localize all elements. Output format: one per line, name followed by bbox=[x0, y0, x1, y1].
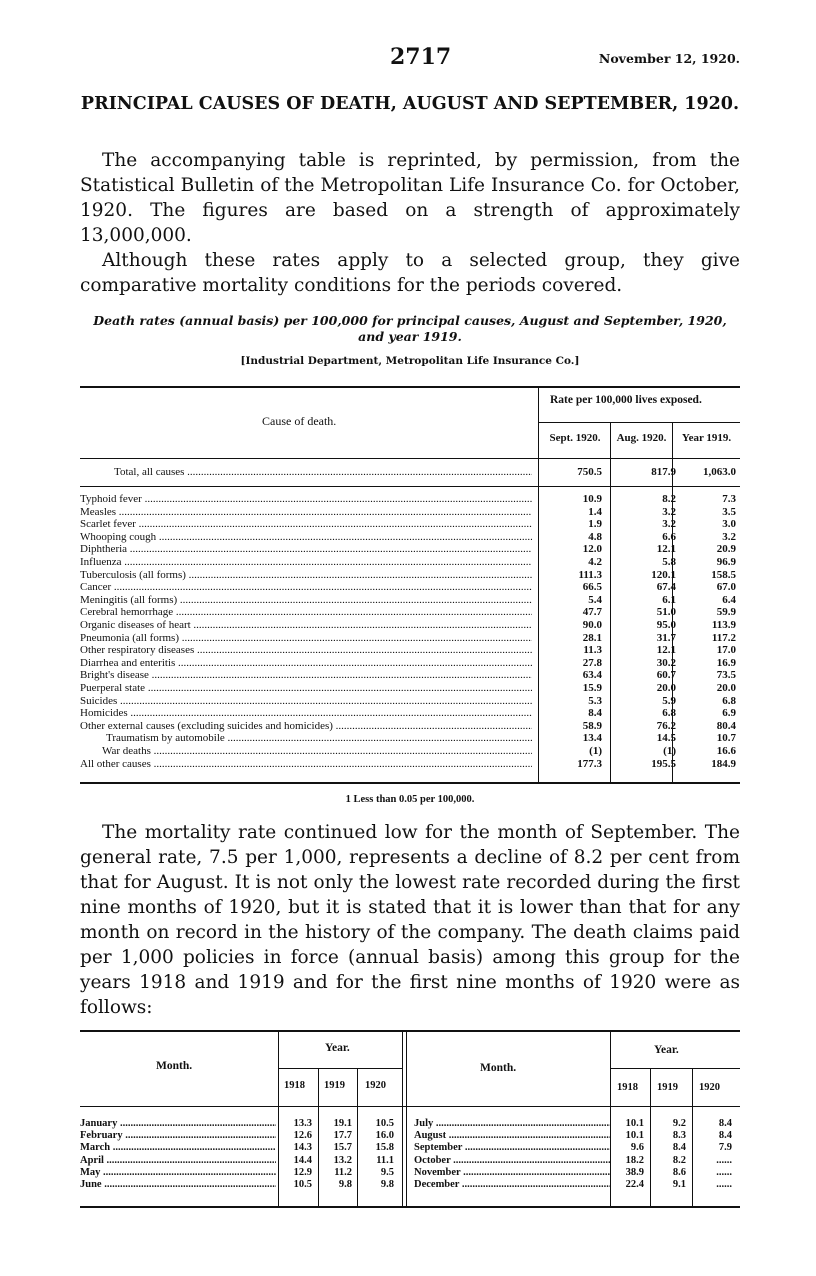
month-value: 10.5 bbox=[293, 1179, 312, 1190]
month-name: June ..... bbox=[80, 1179, 276, 1191]
month-value: 13.3 bbox=[293, 1118, 312, 1129]
row-value: 16.6 bbox=[716, 745, 736, 757]
row-cause: Cancer ..... bbox=[80, 581, 532, 594]
row-value: 1.4 bbox=[588, 505, 602, 518]
row-value: 76.2 bbox=[656, 719, 676, 732]
row-cause: War deaths ..... bbox=[80, 745, 532, 758]
row-cause: Diarrhea and enteritis ..... bbox=[80, 657, 532, 670]
row-value: 3.0 bbox=[722, 518, 736, 531]
row-value: 60.7 bbox=[656, 669, 676, 682]
month-value: 19.1 bbox=[333, 1118, 352, 1129]
table-row bbox=[80, 657, 740, 670]
intro-paragraph-2: Although these rates apply to a selected group, they give comparative mortality conditions for the periods covered. bbox=[80, 250, 740, 296]
table-divider bbox=[80, 486, 740, 487]
month-value: 8.2 bbox=[672, 1154, 686, 1166]
month-column-header: Month. bbox=[480, 1062, 517, 1074]
table-row bbox=[80, 644, 740, 657]
month-value: 12.6 bbox=[293, 1130, 312, 1142]
row-value: 817.9 bbox=[651, 466, 676, 478]
month-value: 13.2 bbox=[333, 1154, 352, 1166]
table-row bbox=[80, 632, 740, 645]
rate-column-header: Rate per 100,000 lives exposed. bbox=[550, 394, 702, 406]
month-value: 12.9 bbox=[293, 1166, 312, 1178]
row-cause: Organic diseases of heart ..... bbox=[80, 619, 532, 632]
row-cause: Measles ..... bbox=[80, 506, 532, 519]
row-value: 27.8 bbox=[582, 656, 602, 669]
row-value: 30.2 bbox=[656, 656, 676, 669]
row-value: 10.9 bbox=[582, 493, 602, 505]
table-divider bbox=[538, 422, 740, 423]
month-value: 7.9 bbox=[718, 1142, 732, 1154]
table-row bbox=[80, 594, 740, 607]
column-header: Aug. 1920. bbox=[616, 432, 667, 444]
row-value: 12.1 bbox=[656, 644, 676, 657]
row-value: 14.5 bbox=[656, 732, 676, 745]
month-value: 10.1 bbox=[625, 1130, 644, 1142]
row-value: 1.9 bbox=[588, 518, 602, 531]
row-value: 4.8 bbox=[588, 530, 602, 543]
row-cause: Traumatism by automobile ..... bbox=[80, 732, 532, 745]
row-value: 5.4 bbox=[588, 593, 602, 606]
month-name: May ..... bbox=[80, 1167, 276, 1179]
table-row bbox=[80, 695, 740, 708]
row-value: 1,063.0 bbox=[703, 466, 736, 478]
row-cause: Tuberculosis (all forms) ..... bbox=[80, 569, 532, 582]
month-name: October ..... bbox=[414, 1155, 610, 1167]
table-top-rule bbox=[80, 386, 740, 388]
row-value: 47.7 bbox=[582, 606, 602, 619]
row-value: 6.8 bbox=[722, 694, 736, 707]
column-header: Year 1919. bbox=[681, 432, 732, 444]
table-row bbox=[80, 606, 740, 619]
month-value: 8.4 bbox=[718, 1130, 732, 1142]
year-label: 1920 bbox=[699, 1082, 720, 1093]
month-column-header: Month. bbox=[156, 1060, 193, 1072]
month-row bbox=[80, 1130, 410, 1142]
table-caption: Death rates (annual basis) per 100,000 for principal causes, August and September, 1920, and year 1919. bbox=[93, 313, 727, 344]
table-row bbox=[80, 682, 740, 695]
body-paragraph: The mortality rate continued low for the month of September. The general rate, 7.5 per 1,000, represents a decline of 8.2 per cent from that for August. It is not only the lowest rate recorded during the first nine months of 1920, but it is stated that it is lower than that for any month on record in the history of the company. The death claims paid per 1,000 policies in force (annual basis) among this group for the years 1918 and 1919 and for the first nine months of 1920 were as follows: bbox=[80, 822, 740, 1018]
month-name: January ..... bbox=[80, 1118, 276, 1130]
row-value: 10.7 bbox=[716, 732, 736, 745]
intro-paragraph-1: The accompanying table is reprinted, by permission, from the Statistical Bulletin of the Metropolitan Life Insurance Co. for October, 1920. The figures are based on a strength of approximately 13,000,000. bbox=[80, 150, 740, 246]
row-cause: Homicides ..... bbox=[80, 707, 532, 720]
row-cause: Diphtheria ..... bbox=[80, 543, 532, 556]
year-label: 1918 bbox=[284, 1080, 305, 1091]
month-value: 14.4 bbox=[293, 1154, 312, 1166]
table-row bbox=[80, 758, 740, 771]
month-name: December ..... bbox=[414, 1179, 610, 1191]
table-row bbox=[80, 569, 740, 582]
month-value: 11.2 bbox=[334, 1166, 352, 1178]
row-cause: Typhoid fever ..... bbox=[80, 493, 532, 506]
row-value: 66.5 bbox=[582, 581, 602, 594]
year-label: 1918 bbox=[617, 1082, 638, 1093]
month-value: 17.7 bbox=[333, 1130, 352, 1142]
table-footnote: 1 Less than 0.05 per 100,000. bbox=[345, 794, 475, 805]
row-cause: Total, all causes ..... bbox=[80, 466, 532, 479]
row-value: 58.9 bbox=[582, 719, 602, 732]
month-value: 9.2 bbox=[672, 1118, 686, 1129]
row-value: 12.1 bbox=[656, 543, 676, 556]
row-value: 3.2 bbox=[722, 530, 736, 543]
row-value: 15.9 bbox=[582, 682, 602, 694]
row-value: 7.3 bbox=[722, 493, 736, 505]
month-value: 18.2 bbox=[625, 1154, 644, 1166]
month-name: August ..... bbox=[414, 1130, 610, 1142]
month-name: September ..... bbox=[414, 1142, 610, 1154]
year-label: 1919 bbox=[657, 1082, 678, 1093]
month-row bbox=[80, 1155, 410, 1167]
row-value: 3.2 bbox=[662, 505, 676, 518]
row-value: 5.9 bbox=[662, 694, 676, 707]
table-divider bbox=[610, 1068, 740, 1069]
row-value: 20.0 bbox=[716, 682, 736, 694]
year-column-header: Year. bbox=[325, 1042, 350, 1054]
row-value: 6.9 bbox=[722, 707, 736, 720]
month-value: 9.8 bbox=[380, 1179, 394, 1190]
table-bottom-rule bbox=[80, 1206, 740, 1208]
table-row bbox=[80, 720, 740, 733]
table-row bbox=[80, 745, 740, 758]
row-value: 51.0 bbox=[656, 606, 676, 619]
row-cause: Other external causes (excluding suicides and homicides) ..... bbox=[80, 720, 532, 733]
row-value: 28.1 bbox=[582, 631, 602, 644]
month-value: 38.9 bbox=[625, 1166, 644, 1178]
table-row bbox=[80, 493, 740, 506]
row-value: 5.8 bbox=[662, 556, 676, 568]
row-cause: Influenza ..... bbox=[80, 556, 532, 569]
row-value: 195.5 bbox=[651, 757, 676, 770]
month-row bbox=[414, 1142, 744, 1154]
row-cause: Cerebral hemorrhage ..... bbox=[80, 606, 532, 619]
table-row bbox=[80, 707, 740, 720]
table-divider bbox=[80, 1106, 740, 1107]
row-value: 177.3 bbox=[577, 757, 602, 770]
month-name: April ..... bbox=[80, 1155, 276, 1167]
month-value: 16.0 bbox=[375, 1130, 394, 1142]
row-value: 63.4 bbox=[582, 669, 602, 682]
table-divider bbox=[278, 1068, 402, 1069]
table-row bbox=[80, 506, 740, 519]
row-value: 184.9 bbox=[711, 757, 736, 770]
row-value: 3.2 bbox=[662, 518, 676, 531]
month-value: 8.6 bbox=[672, 1166, 686, 1178]
row-value: 8.4 bbox=[588, 707, 602, 720]
row-value: 80.4 bbox=[716, 719, 736, 732]
row-cause: All other causes ..... bbox=[80, 758, 532, 771]
month-value: 9.1 bbox=[672, 1179, 686, 1190]
month-name: November ..... bbox=[414, 1167, 610, 1179]
table-bottom-rule bbox=[80, 782, 740, 784]
row-value: 67.4 bbox=[656, 581, 676, 594]
month-value: ...... bbox=[716, 1154, 732, 1166]
row-value: 17.0 bbox=[716, 644, 736, 657]
month-row bbox=[414, 1130, 744, 1142]
row-cause: Suicides ..... bbox=[80, 695, 532, 708]
row-value: 31.7 bbox=[656, 631, 676, 644]
year-label: 1919 bbox=[324, 1080, 345, 1091]
month-value: 9.8 bbox=[338, 1179, 352, 1190]
month-value: ...... bbox=[716, 1179, 732, 1190]
month-row bbox=[414, 1179, 744, 1191]
month-value: 8.4 bbox=[718, 1118, 732, 1129]
row-cause: Scarlet fever ..... bbox=[80, 518, 532, 531]
month-row bbox=[80, 1179, 410, 1191]
row-value: 95.0 bbox=[656, 619, 676, 631]
death-rate-table bbox=[80, 386, 740, 805]
column-header: Sept. 1920. bbox=[549, 432, 601, 444]
month-name: March ..... bbox=[80, 1142, 276, 1154]
month-row bbox=[414, 1155, 744, 1167]
month-value: ...... bbox=[716, 1166, 732, 1178]
month-name: July ..... bbox=[414, 1118, 610, 1130]
row-value: 158.5 bbox=[711, 568, 736, 581]
table-top-rule bbox=[80, 1030, 740, 1032]
table-row bbox=[80, 531, 740, 544]
header-date: November 12, 1920. bbox=[598, 51, 740, 66]
article-title: PRINCIPAL CAUSES OF DEATH, AUGUST AND SEPTEMBER, 1920. bbox=[80, 94, 740, 114]
month-row bbox=[80, 1118, 410, 1130]
row-cause: Puerperal state ..... bbox=[80, 682, 532, 695]
row-value: 13.4 bbox=[582, 732, 602, 745]
row-cause: Whooping cough ..... bbox=[80, 531, 532, 544]
row-value: 113.9 bbox=[711, 619, 736, 631]
table-row bbox=[80, 732, 740, 745]
row-value: 20.0 bbox=[656, 682, 676, 694]
table-source: [Industrial Department, Metropolitan Life Insurance Co.] bbox=[240, 355, 580, 367]
table-row bbox=[80, 581, 740, 594]
page-header bbox=[80, 44, 740, 74]
row-value: 6.6 bbox=[662, 530, 676, 543]
table-row bbox=[80, 556, 740, 569]
row-value: 3.5 bbox=[722, 505, 736, 518]
month-row bbox=[414, 1167, 744, 1179]
table-row bbox=[80, 669, 740, 682]
table-row bbox=[80, 518, 740, 531]
year-label: 1920 bbox=[365, 1080, 386, 1091]
row-value: 111.3 bbox=[578, 568, 602, 581]
row-value: 750.5 bbox=[577, 466, 602, 478]
month-value: 22.4 bbox=[625, 1179, 644, 1190]
table-divider bbox=[80, 458, 740, 459]
month-value: 15.7 bbox=[333, 1142, 352, 1154]
row-cause: Meningitis (all forms) ..... bbox=[80, 594, 532, 607]
row-value: 6.4 bbox=[722, 593, 736, 606]
row-value: 4.2 bbox=[588, 556, 602, 568]
row-value: 6.1 bbox=[662, 593, 676, 606]
page-number: 2717 bbox=[390, 44, 452, 70]
month-value: 10.1 bbox=[625, 1118, 644, 1129]
row-value: (1) bbox=[589, 745, 602, 757]
year-column-header: Year. bbox=[654, 1044, 679, 1056]
row-value: 16.9 bbox=[716, 656, 736, 669]
row-value: 59.9 bbox=[716, 606, 736, 619]
row-value: 8.2 bbox=[662, 493, 676, 505]
row-cause: Pneumonia (all forms) ..... bbox=[80, 632, 532, 645]
month-value: 10.5 bbox=[375, 1118, 394, 1129]
month-value: 9.5 bbox=[380, 1166, 394, 1178]
month-row bbox=[80, 1142, 410, 1154]
row-value: 96.9 bbox=[716, 556, 736, 568]
month-row bbox=[414, 1118, 744, 1130]
table-row bbox=[80, 543, 740, 556]
row-value: 20.9 bbox=[716, 543, 736, 556]
row-value: 120.1 bbox=[651, 568, 676, 581]
row-cause: Bright's disease ..... bbox=[80, 669, 532, 682]
cause-column-header: Cause of death. bbox=[262, 414, 337, 428]
table-row bbox=[80, 619, 740, 632]
month-value: 14.3 bbox=[293, 1142, 312, 1154]
month-value: 11.1 bbox=[376, 1154, 394, 1166]
month-value: 8.3 bbox=[672, 1130, 686, 1142]
month-value: 9.6 bbox=[630, 1142, 644, 1154]
row-cause: Other respiratory diseases ..... bbox=[80, 644, 532, 657]
row-value: 6.8 bbox=[662, 707, 676, 720]
row-value: 117.2 bbox=[711, 631, 736, 644]
monthly-claims-table bbox=[80, 1030, 740, 1210]
row-value: 73.5 bbox=[716, 669, 736, 682]
row-value: 11.3 bbox=[583, 644, 602, 657]
month-name: February ..... bbox=[80, 1130, 276, 1142]
row-value: (1) bbox=[663, 745, 676, 757]
month-row bbox=[80, 1167, 410, 1179]
month-value: 15.8 bbox=[375, 1142, 394, 1154]
row-value: 90.0 bbox=[582, 619, 602, 631]
table-row-total bbox=[80, 466, 740, 479]
row-value: 67.0 bbox=[716, 581, 736, 594]
month-value: 8.4 bbox=[672, 1142, 686, 1154]
row-value: 12.0 bbox=[582, 543, 602, 556]
row-value: 5.3 bbox=[588, 694, 602, 707]
